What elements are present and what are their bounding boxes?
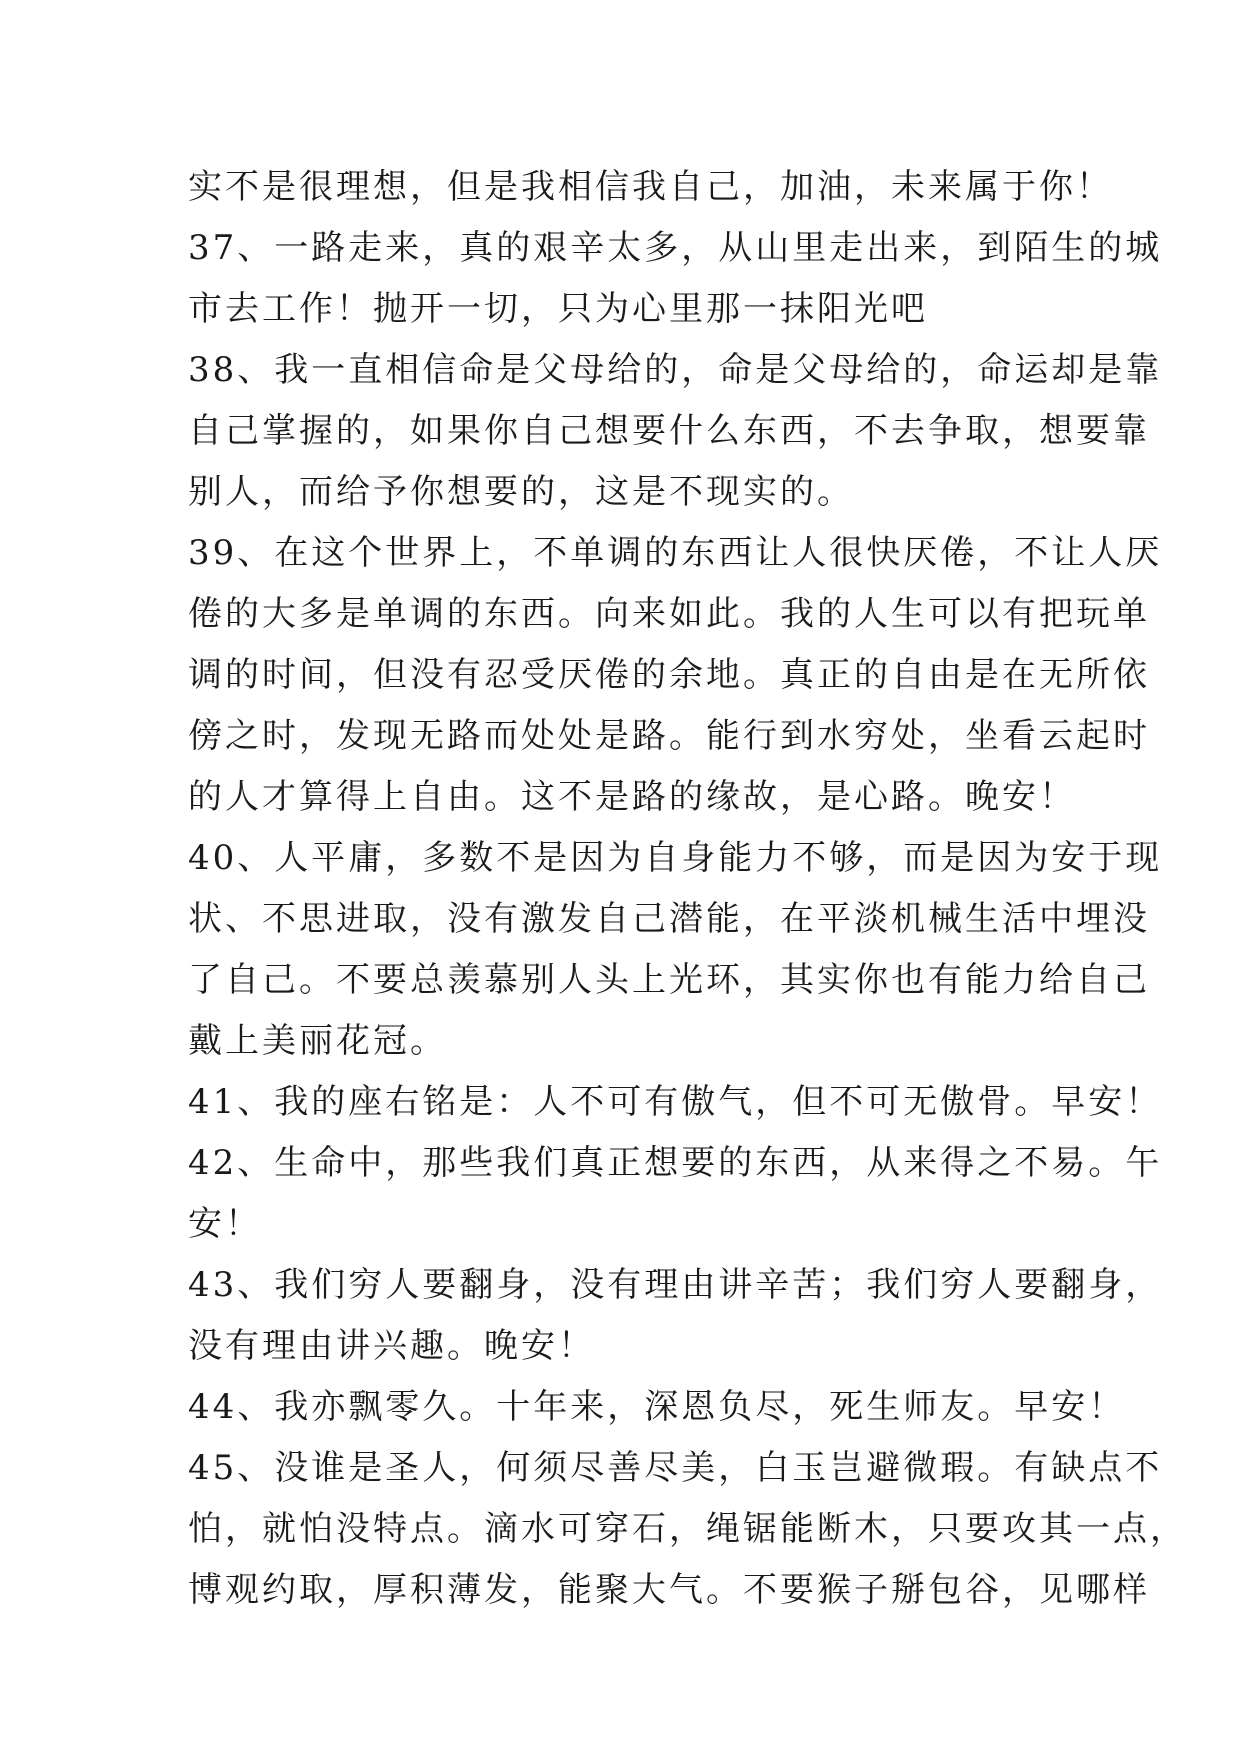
text-line: 市去工作！抛开一切，只为心里那一抹阳光吧	[188, 289, 928, 329]
text-line: 43、我们穷人要翻身，没有理由讲辛苦；我们穷人要翻身，	[188, 1265, 1163, 1305]
text-line: 博观约取，厚积薄发，能聚大气。不要猴子掰包谷，见哪样	[188, 1570, 1150, 1610]
text-line: 调的时间，但没有忍受厌倦的余地。真正的自由是在无所依	[188, 655, 1150, 695]
text-line: 37、一路走来，真的艰辛太多，从山里走出来，到陌生的城	[188, 228, 1163, 268]
text-line: 实不是很理想，但是我相信我自己，加油，未来属于你！	[188, 167, 1113, 207]
text-line: 45、没谁是圣人，何须尽善尽美，白玉岂避微瑕。有缺点不	[188, 1448, 1163, 1488]
document-body	[188, 157, 1187, 1621]
text-line: 怕，就怕没特点。滴水可穿石，绳锯能断木，只要攻其一点，	[188, 1509, 1187, 1549]
text-line: 倦的大多是单调的东西。向来如此。我的人生可以有把玩单	[188, 594, 1150, 634]
text-line: 别人，而给予你想要的，这是不现实的。	[188, 472, 854, 512]
text-line: 状、不思进取，没有激发自己潜能，在平淡机械生活中埋没	[188, 899, 1150, 939]
text-line: 39、在这个世界上，不单调的东西让人很快厌倦，不让人厌	[188, 533, 1163, 573]
text-line: 自己掌握的，如果你自己想要什么东西，不去争取，想要靠	[188, 411, 1150, 451]
text-line: 没有理由讲兴趣。晚安！	[188, 1326, 595, 1366]
text-line: 38、我一直相信命是父母给的，命是父母给的，命运却是靠	[188, 350, 1163, 390]
text-line: 了自己。不要总羡慕别人头上光环，其实你也有能力给自己	[188, 960, 1150, 1000]
text-line: 的人才算得上自由。这不是路的缘故，是心路。晚安！	[188, 777, 1076, 817]
text-line: 42、生命中，那些我们真正想要的东西，从来得之不易。午	[188, 1143, 1163, 1183]
text-line: 41、我的座右铭是：人不可有傲气，但不可无傲骨。早安！	[188, 1082, 1163, 1122]
text-line: 40、人平庸，多数不是因为自身能力不够，而是因为安于现	[188, 838, 1163, 878]
text-line: 安！	[188, 1204, 262, 1244]
text-line: 戴上美丽花冠。	[188, 1021, 447, 1061]
text-line: 44、我亦飘零久。十年来，深恩负尽，死生师友。早安！	[188, 1387, 1126, 1427]
text-line: 傍之时，发现无路而处处是路。能行到水穷处，坐看云起时	[188, 716, 1150, 756]
